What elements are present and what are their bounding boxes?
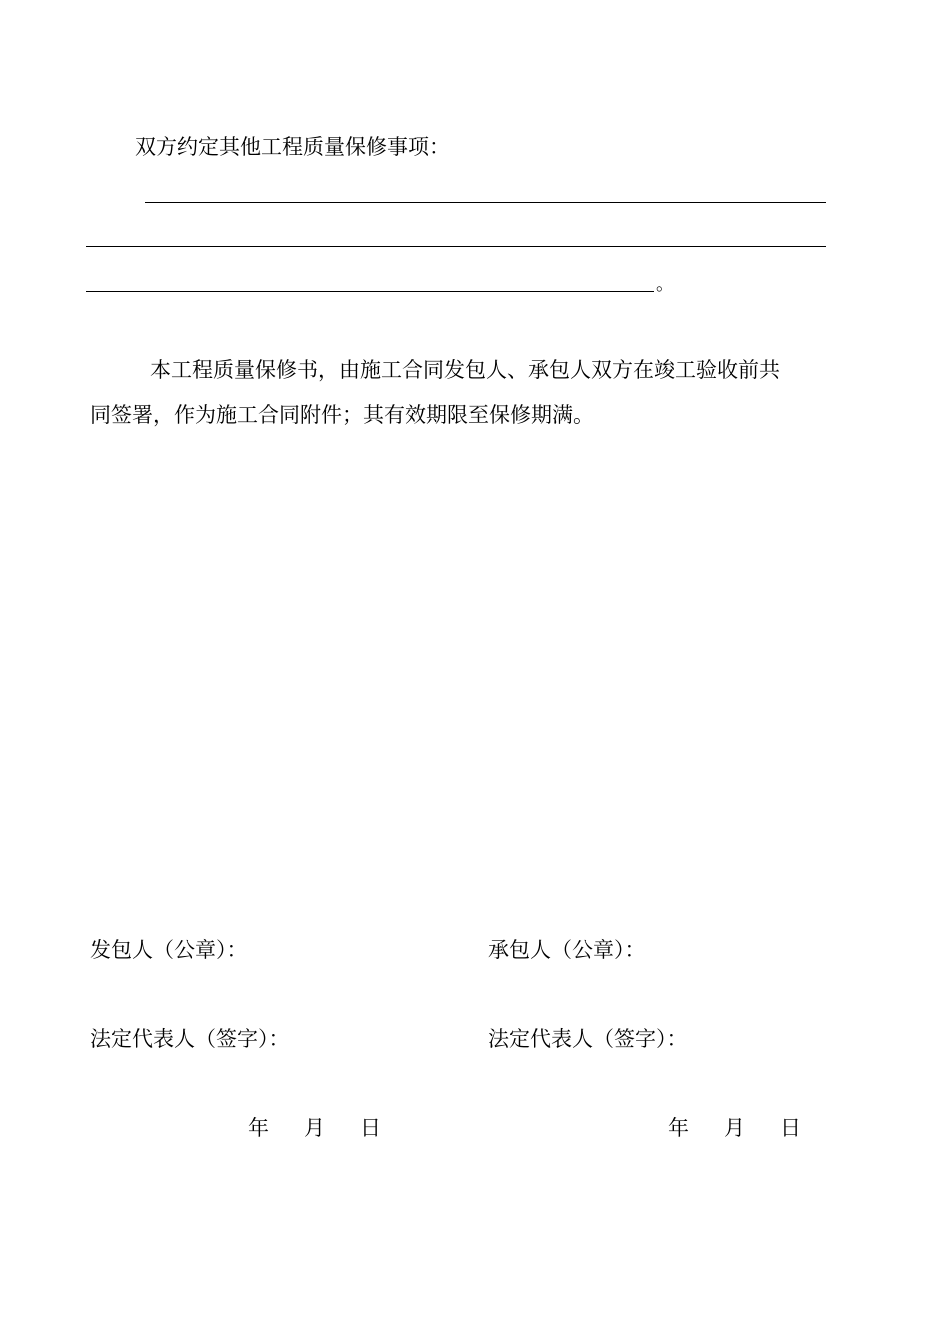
fill-in-line-3[interactable] bbox=[86, 291, 654, 292]
other-matters-heading: 双方约定其他工程质量保修事项： bbox=[135, 135, 450, 159]
contractor-date-day: 日 bbox=[780, 1116, 801, 1140]
blank-end-mark: 。 bbox=[656, 274, 674, 295]
validity-paragraph-line-1: 本工程质量保修书，由施工合同发包人、承包人双方在竣工验收前共 bbox=[150, 358, 780, 382]
fill-in-line-1[interactable] bbox=[145, 202, 826, 203]
employer-date-month: 月 bbox=[304, 1116, 325, 1140]
contractor-date-month: 月 bbox=[724, 1116, 745, 1140]
contractor-rep-signature-label: 法定代表人（签字）： bbox=[488, 1027, 688, 1051]
contractor-date-year: 年 bbox=[668, 1116, 689, 1140]
employer-seal-label: 发包人（公章）： bbox=[90, 938, 248, 962]
employer-date-day: 日 bbox=[360, 1116, 381, 1140]
validity-paragraph-line-2: 同签署，作为施工合同附件；其有效期限至保修期满。 bbox=[90, 403, 594, 427]
contractor-seal-label: 承包人（公章）： bbox=[488, 938, 646, 962]
employer-date-year: 年 bbox=[248, 1116, 269, 1140]
employer-rep-signature-label: 法定代表人（签字）： bbox=[90, 1027, 290, 1051]
fill-in-line-2[interactable] bbox=[86, 246, 826, 247]
